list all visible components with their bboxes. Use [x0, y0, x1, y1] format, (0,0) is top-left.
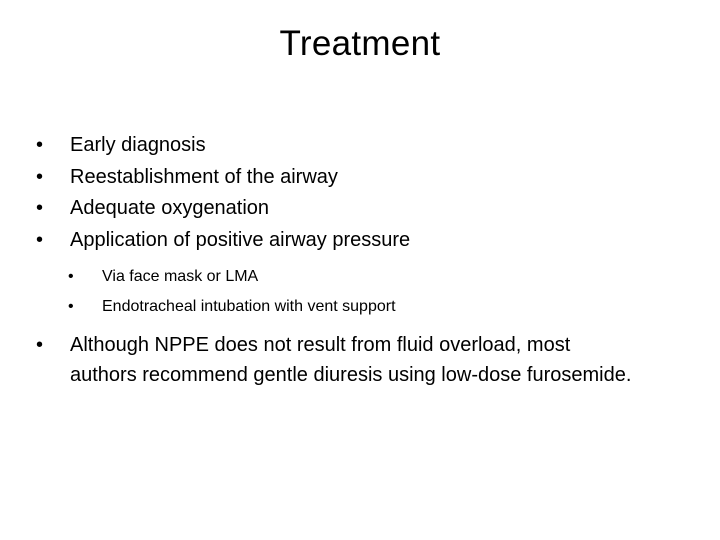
bullet-dot: •	[36, 334, 44, 356]
bullet-item	[36, 330, 676, 390]
bullet-dot: •	[36, 134, 44, 156]
bullet-item	[36, 225, 676, 257]
bullet-item	[36, 193, 676, 225]
sub-bullet-group	[36, 262, 676, 322]
bullet-dot: •	[36, 165, 44, 188]
sub-bullet-item	[36, 292, 676, 322]
sub-bullet-list	[36, 262, 676, 322]
bullet-dot: •	[36, 228, 44, 251]
bullet-text: Although NPPE does not result from fluid overload, most authors recommend gentle diuresis using low-dose furosemide.	[70, 334, 632, 386]
slide-title: Treatment	[279, 24, 441, 63]
bullet-item	[36, 162, 676, 194]
bullet-text: Application of positive airway pressure	[70, 228, 411, 251]
sub-bullet-text: Via face mask or LMA	[102, 268, 259, 285]
sub-bullet-item	[36, 262, 676, 292]
bullet-text: Reestablishment of the airway	[70, 165, 338, 188]
sub-bullet-text: Endotracheal intubation with vent support	[102, 298, 396, 315]
bullet-text: Early diagnosis	[70, 134, 206, 156]
bullet-item	[36, 130, 676, 162]
bullet-text: Adequate oxygenation	[70, 197, 270, 219]
bullet-dot: •	[68, 268, 74, 285]
bullet-list	[36, 130, 676, 390]
bullet-dot: •	[36, 197, 44, 219]
bullet-dot: •	[68, 298, 74, 315]
